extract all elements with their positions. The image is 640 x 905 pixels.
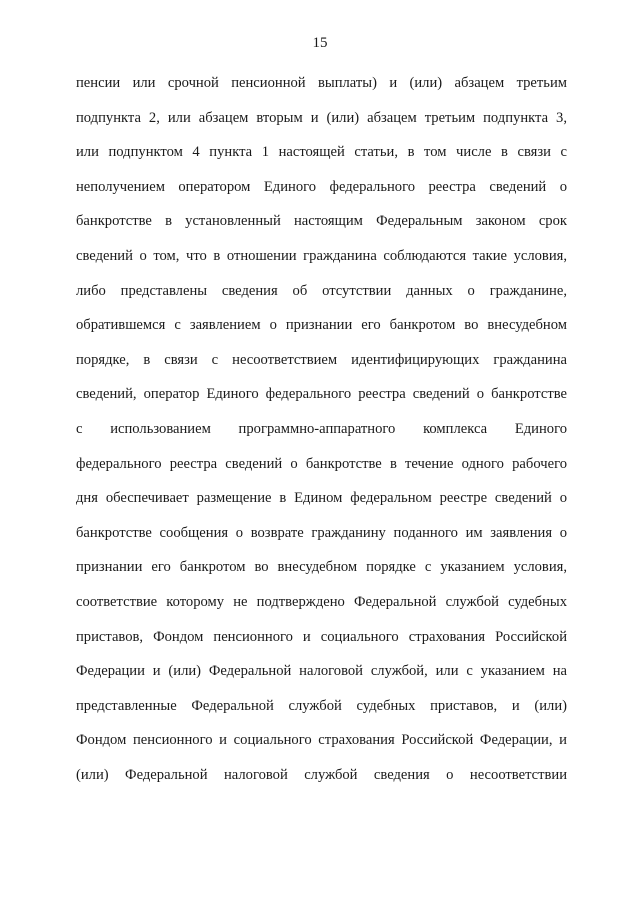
text-line: либо представлены сведения об отсутствии данных о гражданине,: [76, 282, 567, 299]
text-line: представленные Федеральной службой судебных приставов, и (или): [76, 697, 567, 714]
text-line: подпункта 2, или абзацем вторым и (или) абзацем третьим подпункта 3,: [76, 109, 567, 126]
text-line: соответствие которому не подтверждено Федеральной службой судебных: [76, 593, 567, 610]
page-number: 15: [312, 35, 328, 51]
text-line: признании его банкротом во внесудебном порядке с указанием условия,: [76, 559, 567, 576]
body-text: [76, 66, 567, 792]
text-line: банкротстве сообщения о возврате гражданину поданного им заявления о: [76, 524, 567, 541]
text-line: Федерации и (или) Федеральной налоговой службой, или с указанием на: [76, 663, 567, 680]
text-line: приставов, Фондом пенсионного и социального страхования Российской: [76, 628, 567, 645]
text-line: федерального реестра сведений о банкротстве в течение одного рабочего: [76, 455, 567, 472]
text-line: порядке, в связи с несоответствием идентифицирующих гражданина: [76, 351, 567, 368]
text-line: дня обеспечивает размещение в Едином федеральном реестре сведений о: [76, 490, 567, 507]
text-line: неполучением оператором Единого федерального реестра сведений о: [76, 178, 567, 195]
text-line: сведений о том, что в отношении гражданина соблюдаются такие условия,: [76, 247, 567, 264]
text-line: или подпунктом 4 пункта 1 настоящей статьи, в том числе в связи с: [76, 144, 567, 161]
text-line: пенсии или срочной пенсионной выплаты) и (или) абзацем третьим: [76, 75, 567, 91]
text-line: с использованием программно-аппаратного комплекса Единого: [76, 420, 567, 437]
text-line: обратившемся с заявлением о признании его банкротом во внесудебном: [76, 317, 567, 334]
text-line: банкротстве в установленный настоящим Федеральным законом срок: [76, 213, 567, 230]
text-line: (или) Федеральной налоговой службой сведения о несоответствии: [76, 766, 567, 783]
text-line: Фондом пенсионного и социального страхования Российской Федерации, и: [76, 732, 567, 749]
text-line: сведений, оператор Единого федерального реестра сведений о банкротстве: [76, 386, 567, 403]
